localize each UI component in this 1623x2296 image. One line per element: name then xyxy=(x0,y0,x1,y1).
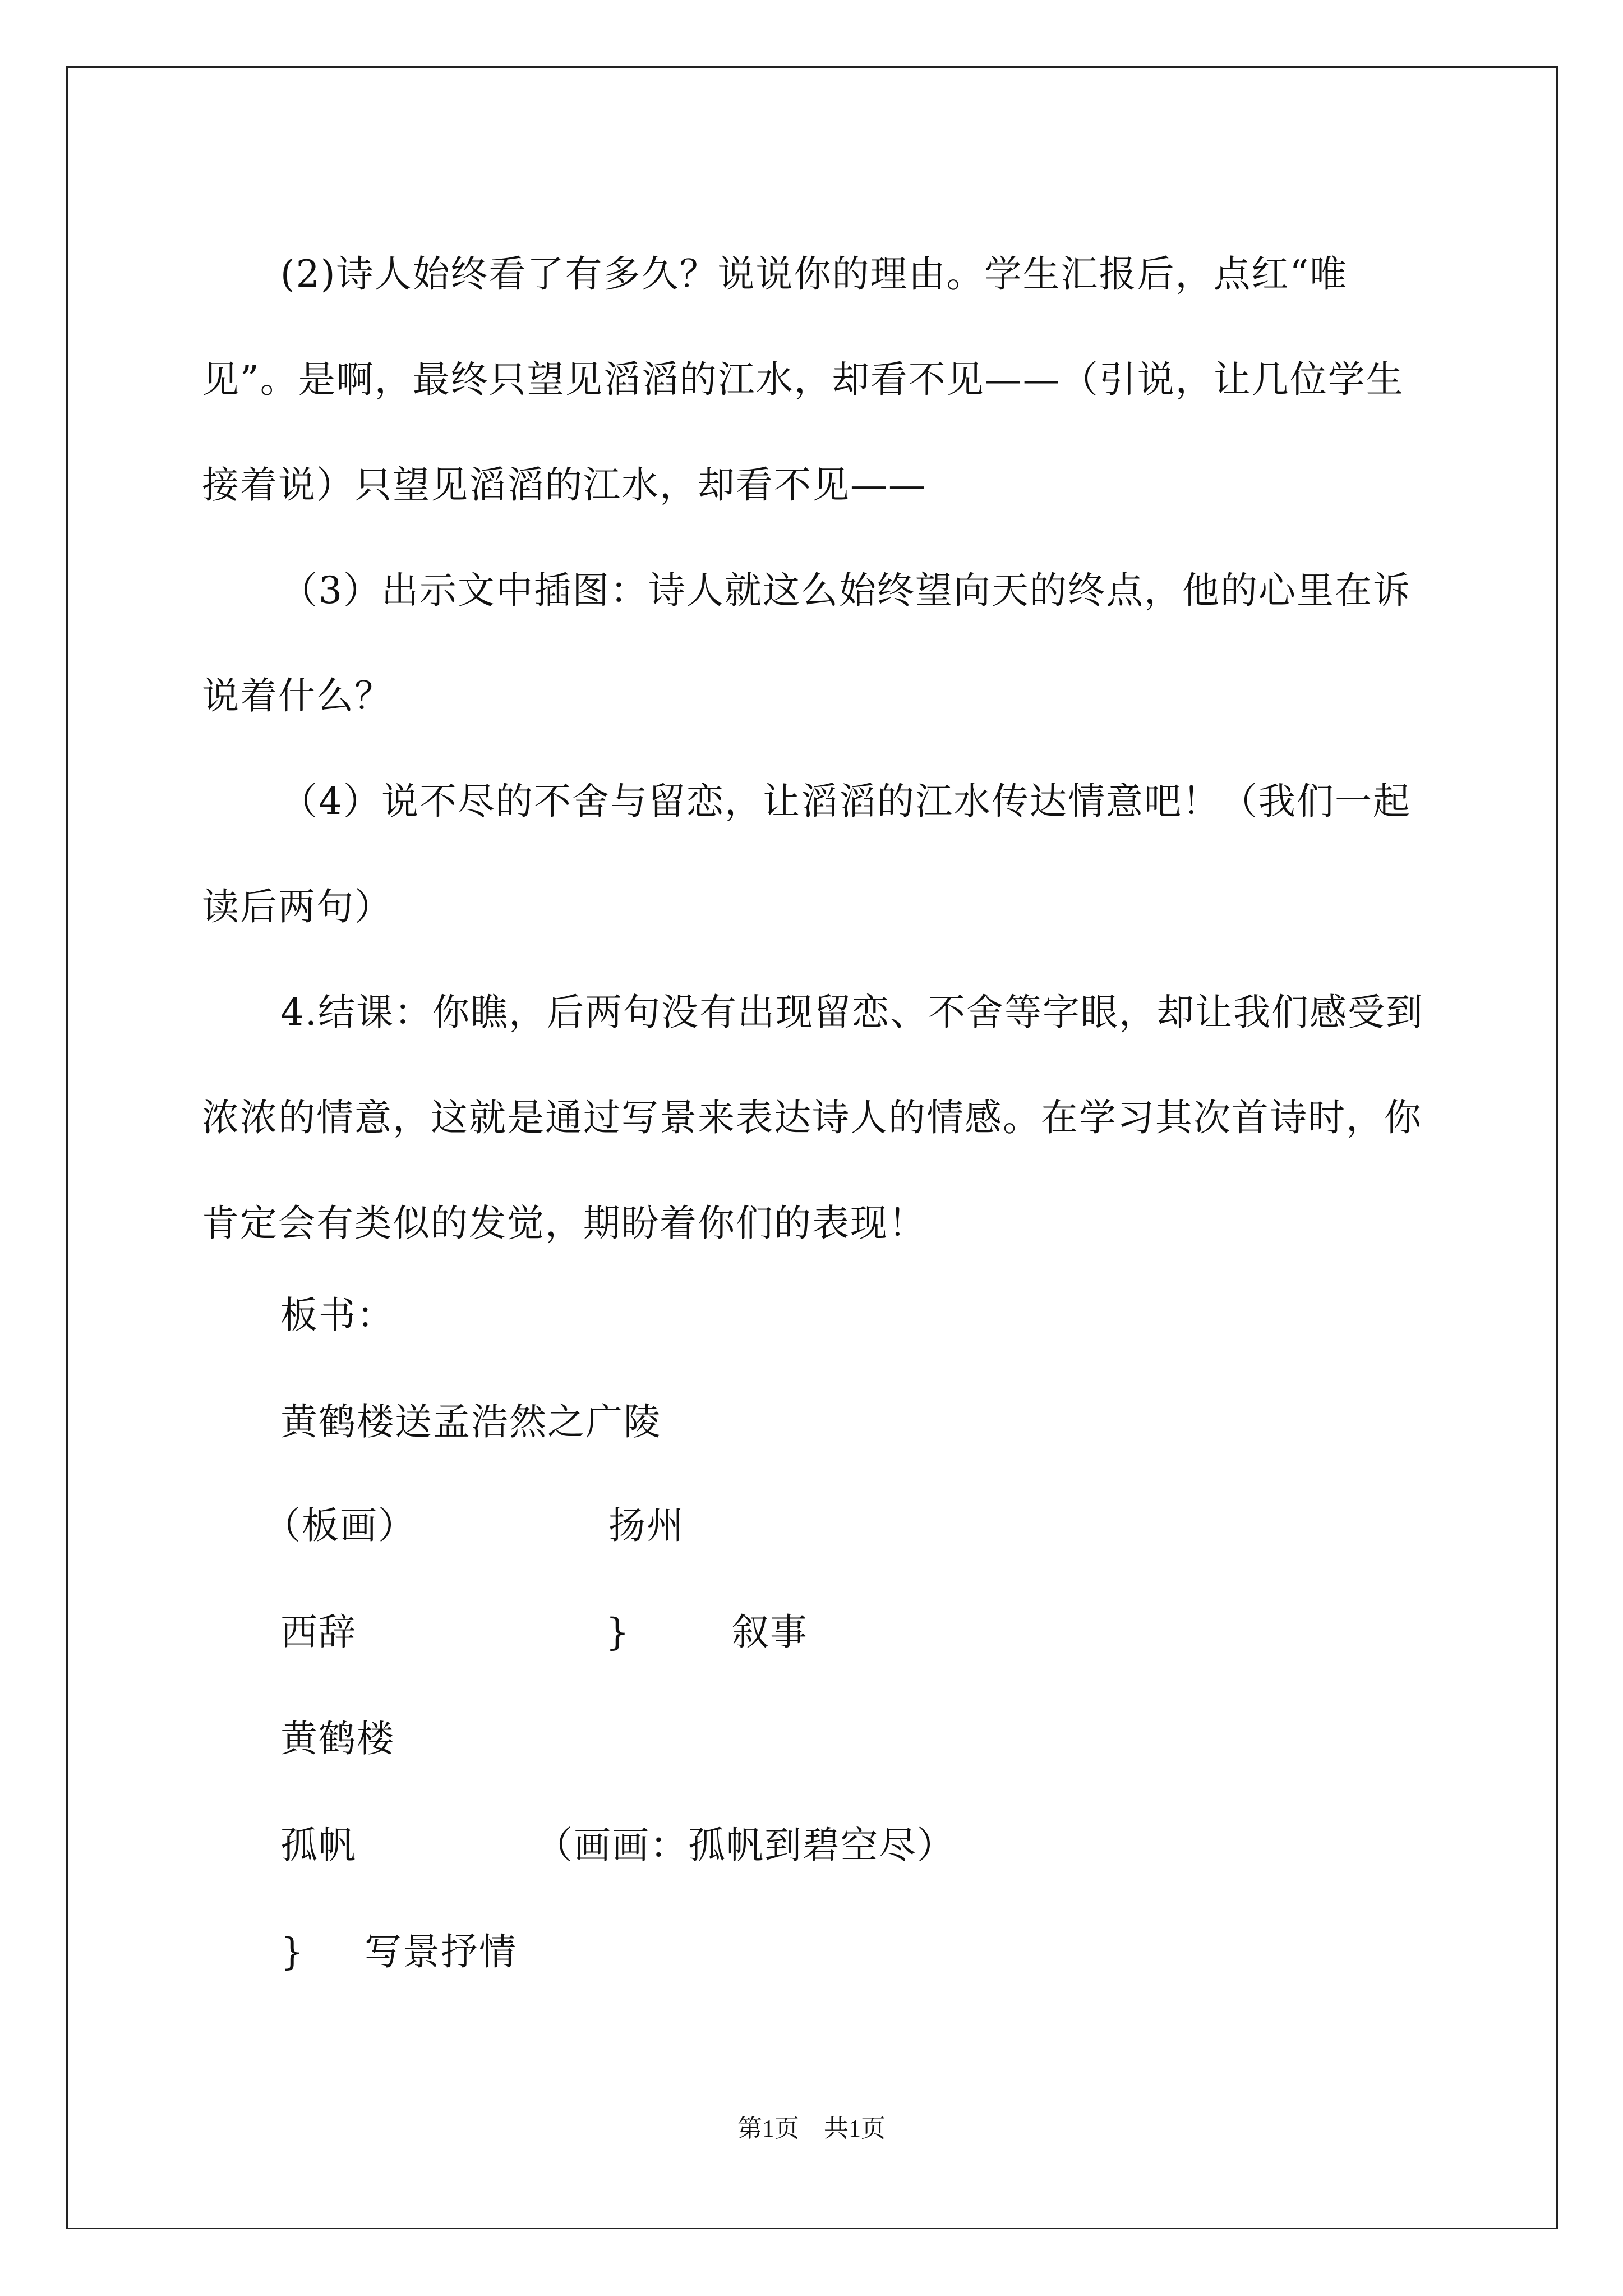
board-scenery: 写景抒情 xyxy=(365,1930,517,1973)
paragraph-conclusion: 4.结课：你瞧，后两句没有出现留恋、不舍等字眼，却让我们感受到浓浓的情意，这就是通过写景来表达诗人的情感。在学习其次首诗时，你肯定会有类似的发觉，期盼着你们的表现！ xyxy=(202,991,1424,1245)
board-drawing-note: （画画：孤帆到碧空尽） xyxy=(536,1824,955,1867)
board-gufan: 孤帆 xyxy=(280,1824,357,1867)
paragraph-3: （3）出示文中插图：诗人就这么始终望向天的终点，他的心里在诉说着什么？ xyxy=(202,569,1411,717)
board-yangzhou: 扬州 xyxy=(608,1504,685,1547)
board-drawing-label: （板画） xyxy=(264,1504,416,1547)
board-brace-scenery: } xyxy=(280,1930,305,1973)
board-brace-narrate: } xyxy=(606,1611,630,1654)
page-footer: 第1页 共1页 xyxy=(737,2115,886,2142)
board-narrate: 叙事 xyxy=(732,1611,808,1654)
paragraph-2: (2)诗人始终看了有多久？说说你的理由。学生汇报后，点红“唯见”。是啊，最终只望见滔滔的江水，却看不见——（引说，让几位学生接着说）只望见滔滔的江水，却看不见—— xyxy=(202,252,1404,507)
document-body xyxy=(202,222,1427,1276)
board-xici: 西辞 xyxy=(280,1611,357,1654)
board-huanghelou: 黄鹤楼 xyxy=(280,1717,395,1760)
board-heading: 板书： xyxy=(280,1294,395,1337)
paragraph-4: （4）说不尽的不舍与留恋，让滔滔的江水传达情意吧！（我们一起读后两句） xyxy=(202,780,1411,928)
board-title: 黄鹤楼送孟浩然之广陵 xyxy=(280,1400,662,1443)
